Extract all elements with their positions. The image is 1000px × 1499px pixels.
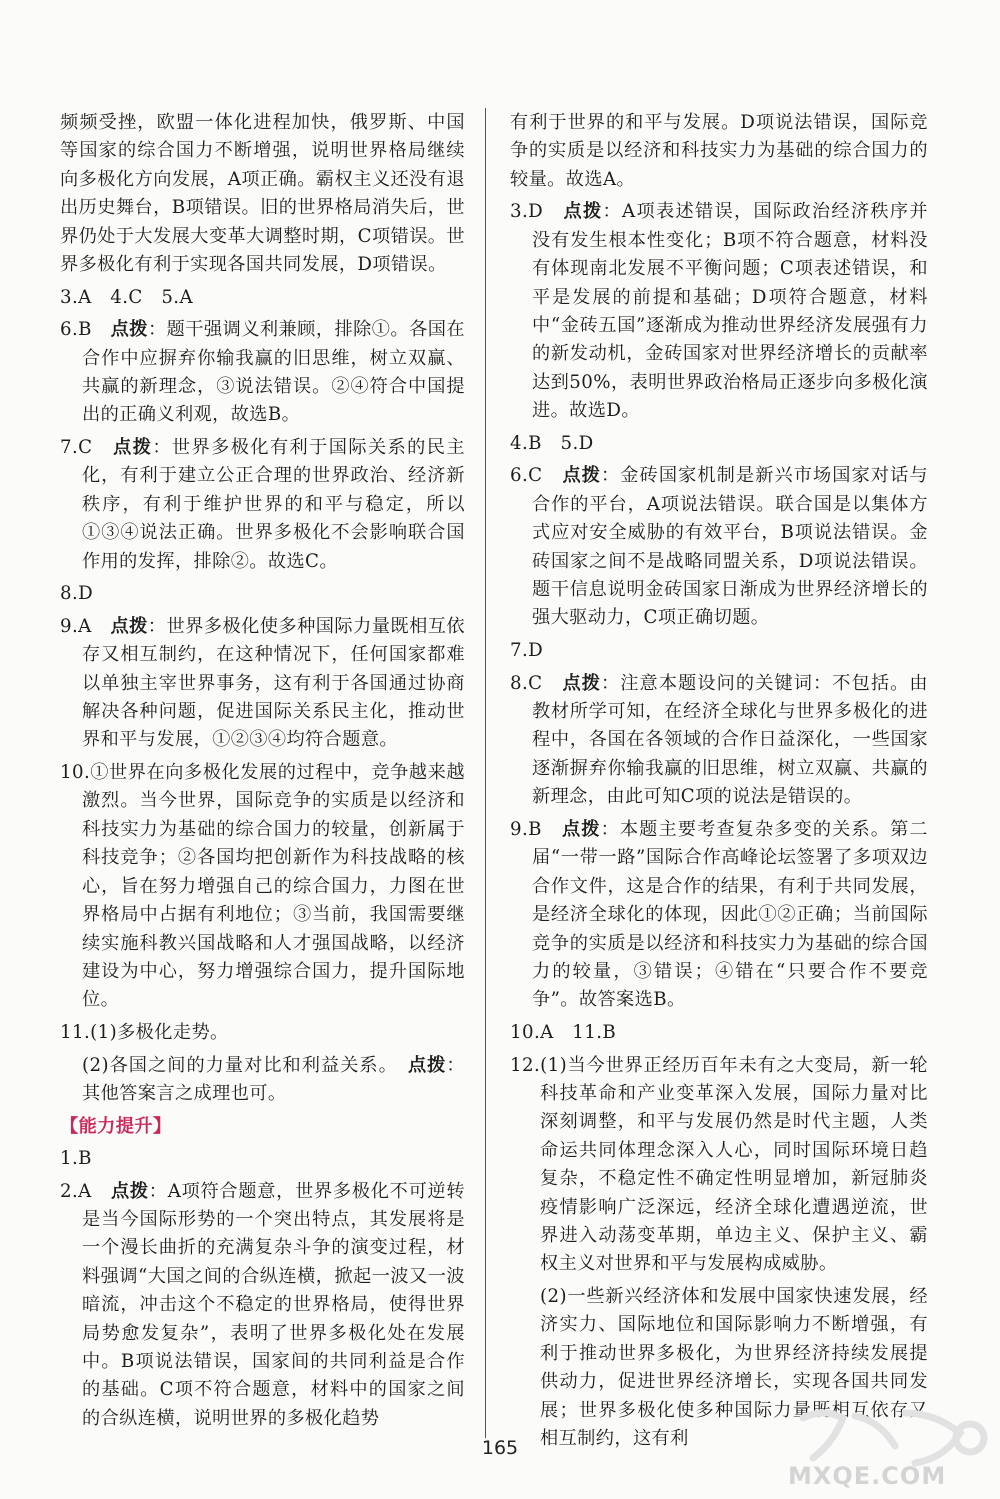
- right-column: [510, 109, 928, 1458]
- continued-paragraph: 频频受挫，欧盟一体化进程加快，俄罗斯、中国等国家的综合国力不断增强，说明世界格局继续向多极化方向发展，A项正确。霸权主义还没有退出历史舞台，B项错误。旧的世界格局消失后，世界仍处于大发展大变革大调整时期，C项错误。世界多极化有利于实现各国共同发展，D项错误。: [60, 112, 465, 276]
- hint-keyword: 点拨: [110, 1180, 149, 1202]
- sub-answer-text: (2)一些新兴经济体和发展中国家快速发展，经济实力、国际地位和国际影响力不断增强，有利于推动世界多极化，为世界经济持续发展提供动力，促进世界经济增长，实现各国共同发展；世界多极化使多种国际力量既相互依存又相互制约，这有利: [540, 1285, 928, 1449]
- answer-number: 8.C: [510, 672, 543, 694]
- answer-item: [60, 316, 465, 430]
- answer-item: [510, 1052, 928, 1279]
- answer-line: 8.D: [60, 583, 94, 605]
- answer-item: [510, 670, 928, 812]
- answer-item: [60, 434, 465, 576]
- hint-keyword: 点拨: [110, 615, 148, 637]
- hint-keyword: 点拨: [407, 1054, 447, 1076]
- answer-number: 2.A: [60, 1180, 92, 1202]
- answer-line: 1.B: [60, 1147, 92, 1169]
- hint-keyword: 点拨: [110, 319, 148, 341]
- sub-answer-tail: ：其他答案言之成理也可。: [82, 1054, 465, 1104]
- answer-item: [510, 816, 928, 1015]
- section-heading: 【能力提升】: [60, 1115, 172, 1137]
- hint-keyword: 点拨: [113, 437, 153, 459]
- answer-text: (1)当今世界正经历百年未有之大变局，新一轮科技革命和产业变革深入发展，国际力量对比深刻调整，和平与发展仍然是时代主题，人类命运共同体理念深入人心，同时国际环境日趋复杂，不稳定性不确定性明显增加，新冠肺炎疫情影响广泛深远，经济全球化遭遇逆流，世界进入动荡变革期，单边主义、保护主义、霸权主义对世界和平与发展构成威胁。: [540, 1054, 928, 1275]
- continued-paragraph: 有利于世界的和平与发展。D项说法错误，国际竞争的实质是以经济和科技实力为基础的综合国力的较量。故选A。: [510, 112, 928, 190]
- answer-number: 9.B: [510, 818, 542, 840]
- answer-number: 6.C: [510, 465, 543, 487]
- answer-text: ：世界多极化使多种国际力量既相互依存又相互制约，在这种情况下，任何国家都难以单独主宰世界事务，这有利于各国通过协商解决各种问题，促进国际关系民主化，推动世界和平与发展，①②③④均符合题意。: [82, 615, 465, 751]
- hint-keyword: 点拨: [562, 672, 601, 694]
- answer-line: 3.A 4.C 5.A: [60, 286, 194, 308]
- answer-text: ：注意本题设问的关键词：不包括。由教材所学可知，在经济全球化与世界多极化的进程中，各国在各领域的合作日益深化，一些国家逐渐摒弃你输我赢的旧思维，树立双赢、共赢的新理念，由此可知C项的说法是错误的。: [532, 672, 928, 808]
- answer-number: 3.D: [510, 201, 544, 223]
- answer-item: [60, 1178, 465, 1434]
- answer-text: ：世界多极化有利于国际关系的民主化，有利于建立公正合理的世界政治、经济新秩序，有利于维护世界的和平与稳定，所以①③④说法正确。世界多极化不会影响联合国作用的发挥，排除②。故选C。: [82, 437, 465, 572]
- answer-item: [510, 198, 928, 425]
- answer-number: 6.B: [60, 319, 92, 341]
- answer-text: ：金砖国家机制是新兴市场国家对话与合作的平台，A项说法错误。联合国是以集体方式应对安全威胁的有效平台，B项说法错误。金砖国家之间不是战略同盟关系，D项说法错误。题干信息说明金砖国家日渐成为世界经济增长的强大驱动力，C项正确切题。: [532, 465, 928, 629]
- answer-item: [60, 759, 465, 1015]
- column-divider: [485, 108, 486, 1438]
- hint-keyword: 点拨: [563, 201, 603, 223]
- answer-item: [60, 613, 465, 755]
- watermark-text: MXQE.COM: [788, 1462, 947, 1490]
- hint-keyword: 点拨: [562, 465, 601, 487]
- answer-text: ：本题主要考查复杂多变的关系。第二届“一带一路”国际合作高峰论坛签署了多项双边合作文件，这是合作的结果，有利于共同发展，是经济全球化的体现，因此①②正确；当前国际竞争的实质是以经济和科技实力为基础的综合国力的较量，③错误；④错在“只要合作不要竞争”。故答案选B。: [532, 818, 928, 1011]
- answer-item: [60, 1019, 465, 1047]
- answer-text: ：题干强调义利兼顾，排除①。各国在合作中应摒弃你输我赢的旧思维，树立双赢、共赢的新理念，③说法错误。②④符合中国提出的正确义利观，故选B。: [82, 319, 465, 426]
- sub-answer-text: (2)各国之间的力量对比和利益关系。: [82, 1054, 408, 1076]
- left-column: [60, 109, 465, 1437]
- answer-number: 12.: [510, 1054, 541, 1076]
- answer-item: [510, 462, 928, 632]
- answer-line: 4.B 5.D: [510, 432, 594, 454]
- answer-line: 10.A 11.B: [510, 1021, 617, 1043]
- answer-text: ：A项表述错误，国际政治经济秩序并没有发生根本性变化；B项不符合题意，材料没有体现南北发展不平衡问题；C项表述错误，和平是发展的前提和基础；D项符合题意，材料中“金砖五国”逐渐成为推动世界经济发展强有力的新发动机，金砖国家对世界经济增长的贡献率达到50%，表明世界政治格局正逐步向多极化演进。故选D。: [532, 201, 928, 422]
- answer-text: (1)多极化走势。: [90, 1021, 229, 1043]
- answer-number: 7.C: [60, 437, 93, 459]
- page-number: 165: [481, 1437, 519, 1459]
- hint-keyword: 点拨: [561, 818, 601, 840]
- answer-text: ：A项符合题意，世界多极化不可逆转是当今国际形势的一个突出特点，其发展将是一个漫长曲折的充满复杂斗争的演变过程，材料强调“大国之间的合纵连横，掀起一波又一波暗流，冲击这个不稳定的世界格局，使得世界局势愈发复杂”，表明了世界多极化处在发展中。B项说法错误，国家间的共同利益是合作的基础。C项不符合题意，材料中的国家之间的合纵连横，说明世界的多极化趋势: [82, 1180, 465, 1429]
- answer-number: 9.A: [60, 615, 92, 637]
- answer-line: 7.D: [510, 640, 544, 662]
- sub-answer: [60, 1052, 465, 1109]
- answer-number: 11.: [60, 1021, 91, 1043]
- answer-number: 10.: [60, 762, 91, 784]
- answer-text: ①世界在向多极化发展的过程中，竞争越来越激烈。当今世界，国际竞争的实质是以经济和科技实力为基础的综合国力的较量，创新属于科技竞争；②各国均把创新作为科技战略的核心，旨在努力增强自己的综合国力，力图在世界格局中占据有利地位；③当前，我国需要继续实施科教兴国战略和人才强国战略，以经济建设为中心，努力增强综合国力，提升国际地位。: [82, 762, 465, 1011]
